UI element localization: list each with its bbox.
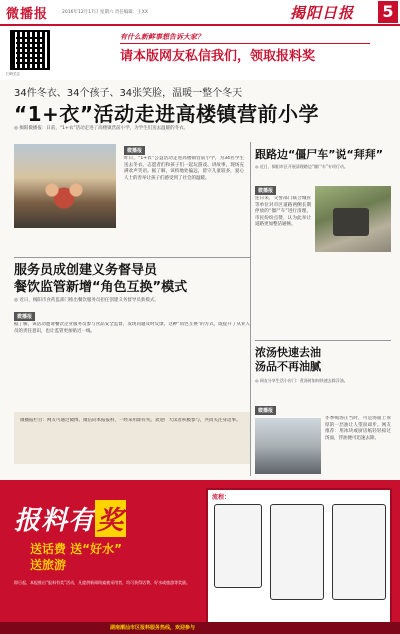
right-story2-headline[interactable] [255,346,321,374]
ad-headline[interactable] [14,500,126,537]
ad-footer-bar [0,622,400,634]
right-story-label-badge: 微播报 [255,186,276,195]
section-title: 微播报 [6,7,49,22]
newspaper-logo: 揭阳日报 [290,4,355,22]
ad-subtitle-2: 送旅游 [30,558,67,572]
lead-byline: ◎ 揭阳微播报：日前，“1+衣”活动走进了高楼镇营前小学，为学生们送去温暖的冬衣。 [14,126,189,131]
ad-description: 即日起，本报推出“报料有奖”活动，凡提供新闻线索被采用者，均可获得话费、好水或旅游等奖励。 [14,580,191,585]
lead-label-badge: 微播报 [124,146,145,155]
right-story-headline[interactable]: 跟路边“僵尸车”说“拜拜” [255,148,383,161]
page-number: 5 [378,1,398,23]
qr-code-icon[interactable] [10,30,50,70]
phone-screenshot-3 [332,504,386,600]
notice-text: 微播报栏目：网友可通过微博、微信向本报报料，一经采用即有奖。欢迎广大读者积极参与，共同关注身边事。 [20,418,241,423]
ad-footer-text: 湖南潮汕市区报料服务热线，欢迎参与 [110,625,196,631]
right-divider [255,340,391,341]
qr-caption: 扫码关注 [6,72,20,76]
mid-story-byline: ◎ 近日，揭阳市食药监部门推出餐饮服务员担任创建义务督导员新模式。 [14,298,159,303]
ad-subtitle-1: 送话费 送“好水” [30,542,122,556]
right-story2-headline-line1: 浓汤快速去油 [255,346,321,359]
right-story2-label-badge: 微播报 [255,406,276,415]
ad-flow-title: 流程： [212,494,231,501]
lead-photo [14,144,116,228]
lead-body: 昨日，“1+衣”公益活动走进高楼镇营前小学，为34名学生送去冬衣。志愿者们和孩子们一起玩游戏、讲故事，现场充满欢声笑语。据了解，该校地处偏远，留守儿童较多，爱心人士的善举让孩子们感受到了社会的温暖。 [124,156,244,181]
right-story-photo [315,186,391,252]
lead-headline[interactable]: “1+衣”活动走进高楼镇营前小学 [14,102,319,126]
promo-header [0,26,400,80]
right-story2-byline: ◎ 网友分享生活小窍门：煮汤时如何快速去除浮油。 [255,378,348,383]
date-line: 2016年12月17日 星期六 责任编辑：王XX [62,10,148,15]
masthead [0,0,400,26]
lead-kicker: 34件冬衣、34个孩子、34张笑脸，温暖一整个冬天 [14,88,243,99]
right-story2-body: 冬季喝汤正当时，可是汤面上厚厚的一层油让人望而却步。网友推荐：用冰块或厨房纸轻轻掠过汤面，浮油便可迅速去除。 [325,416,391,441]
right-story2-photo [255,418,321,474]
mid-story-headline-line2: 餐饮监管新增“角色互换”模式 [14,280,188,295]
promo-slogan: 有什么新鲜事想告诉大家？ [120,33,204,41]
right-story2-headline-line2: 汤品不再油腻 [255,360,321,373]
right-story-body: 连日来，交警部门联合城管等单位对市区道路两侧长期停放的“僵尸车”进行清理。市民纷纷点赞，认为此举让道路更加整洁通畅。 [255,196,311,227]
notice-box [14,412,250,464]
row-divider [14,257,250,258]
promo-divider [120,43,370,44]
ad-headline-prefix: 报料有 [14,506,96,536]
phone-screenshot-2 [270,504,324,600]
mid-story-headline-line1: 服务员成创建义务督导员 [14,263,158,278]
column-divider [250,142,251,476]
mid-story-label-badge: 微播报 [14,312,35,321]
ad-headline-jiang: 奖 [95,500,126,537]
mid-story-headline[interactable] [14,262,187,296]
promo-title: 请本版网友私信我们，领取报料奖 [120,49,316,64]
mid-story-body: 据了解，该活动邀请餐饮企业服务员参与食品安全监督，发现问题及时反馈。这种“角色互换”的方式，既提升了从业人员的责任意识，也让监管更加贴近一线。 [14,322,250,334]
right-story-byline: ◎ 近日，揭阳市区开展清理路边“僵尸车”专项行动。 [255,164,348,169]
phone-screenshot-1 [214,504,262,588]
